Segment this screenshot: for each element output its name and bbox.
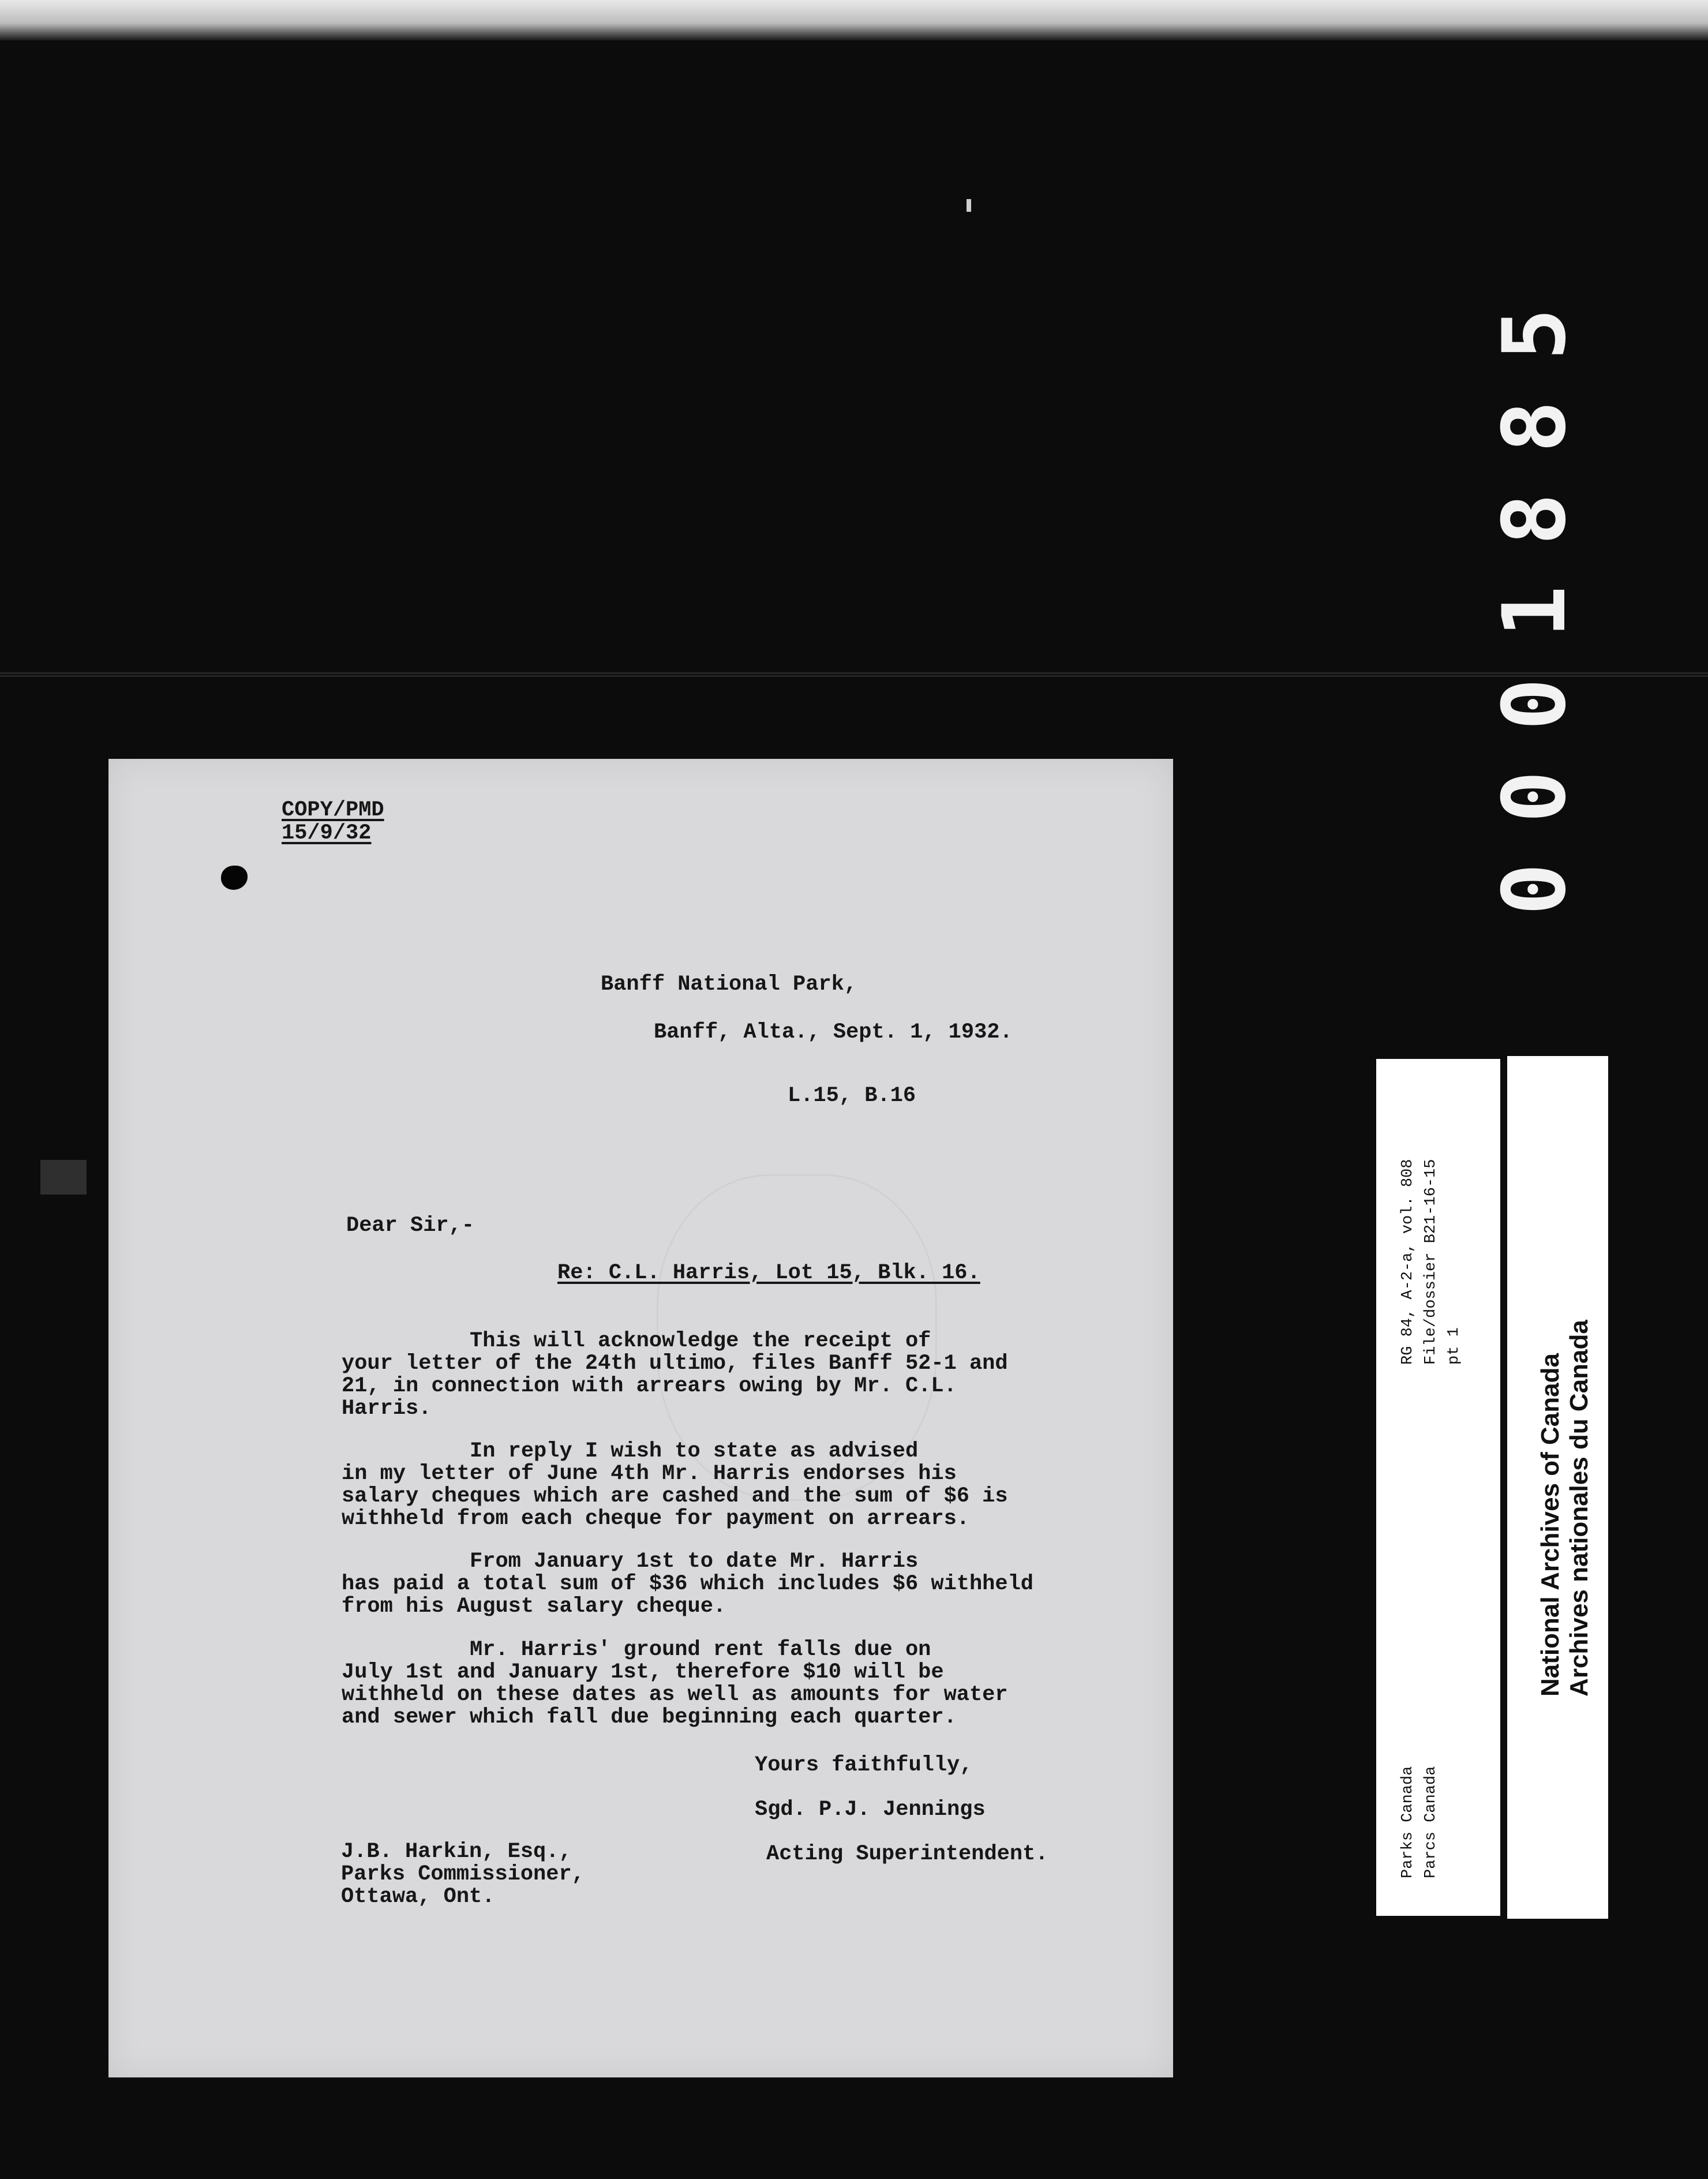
- institution-line: Archives nationales du Canada: [1565, 1320, 1593, 1697]
- paragraph-3: [342, 1551, 1033, 1618]
- archive-institution-label: [1507, 1056, 1608, 1919]
- reference-line: File/dossier B21-16-15: [1422, 1159, 1440, 1365]
- paragraph-line: salary cheques which are cashed and the sum of $6 is: [342, 1484, 1008, 1508]
- frame-number-text: 0001885: [1485, 267, 1585, 916]
- copy-stamp: COPY/PMD: [282, 798, 384, 822]
- paragraph-line: withheld from each cheque for payment on arrears.: [342, 1507, 969, 1531]
- letter-place: Banff National Park,: [601, 972, 857, 997]
- paragraph-line: July 1st and January 1st, therefore $10 will be: [342, 1660, 944, 1684]
- copy-date: 15/9/32: [282, 821, 372, 845]
- closing: Yours faithfully,: [755, 1753, 973, 1777]
- paragraph-line: your letter of the 24th ultimo, files Banff 52-1 and: [342, 1351, 1008, 1376]
- paragraph-2: [342, 1440, 1008, 1530]
- paragraph-line: From January 1st to date Mr. Harris: [342, 1549, 919, 1574]
- paragraph-4: [342, 1639, 1008, 1729]
- letter-reference: L.15, B.16: [788, 1084, 916, 1108]
- paragraph-line: in my letter of June 4th Mr. Harris endorses his: [342, 1462, 957, 1486]
- signature: Sgd. P.J. Jennings: [755, 1798, 986, 1822]
- letter-page: [108, 759, 1173, 2077]
- paragraph-line: Harris.: [342, 1396, 432, 1421]
- ink-blot: [221, 866, 248, 890]
- signature-title: Acting Superintendent.: [766, 1842, 1048, 1866]
- paragraph-line: This will acknowledge the receipt of: [342, 1329, 931, 1353]
- salutation: Dear Sir,-: [346, 1214, 475, 1238]
- paragraph-line: withheld on these dates as well as amounts for water: [342, 1683, 1008, 1707]
- subject-line: Re: C.L. Harris, Lot 15, Blk. 16.: [557, 1261, 980, 1285]
- paragraph-line: Mr. Harris' ground rent falls due on: [342, 1638, 931, 1662]
- agency-line: Parks Canada: [1399, 1766, 1417, 1878]
- agency-line: Parcs Canada: [1422, 1766, 1440, 1878]
- paragraph-line: 21, in connection with arrears owing by Mr. C.L.: [342, 1374, 957, 1398]
- reference-line: RG 84, A-2-a, vol. 808: [1399, 1159, 1417, 1365]
- paragraph-line: In reply I wish to state as advised: [342, 1439, 919, 1463]
- letter-address-date: Banff, Alta., Sept. 1, 1932.: [654, 1020, 1013, 1044]
- paragraph-line: and sewer which fall due beginning each quarter.: [342, 1705, 957, 1729]
- reference-line: pt 1: [1445, 1327, 1463, 1365]
- institution-line: National Archives of Canada: [1536, 1353, 1564, 1697]
- scan-artifact-line: [0, 675, 1708, 677]
- paragraph-line: from his August salary cheque.: [342, 1594, 726, 1619]
- recipient-line: J.B. Harkin, Esq.,: [341, 1840, 572, 1864]
- paragraph-line: has paid a total sum of $36 which includes $6 withheld: [342, 1572, 1033, 1596]
- film-speck: [967, 199, 971, 212]
- film-speck: [40, 1160, 87, 1195]
- recipient-line: Ottawa, Ont.: [341, 1885, 495, 1909]
- recipient-address: [341, 1841, 585, 1908]
- microfilm-frame-number: [1474, 267, 1595, 916]
- paragraph-1: [342, 1330, 1008, 1420]
- recipient-line: Parks Commissioner,: [341, 1862, 585, 1886]
- archive-reference-label: [1376, 1059, 1500, 1916]
- scan-artifact-line: [0, 672, 1708, 674]
- film-top-edge: [0, 0, 1708, 40]
